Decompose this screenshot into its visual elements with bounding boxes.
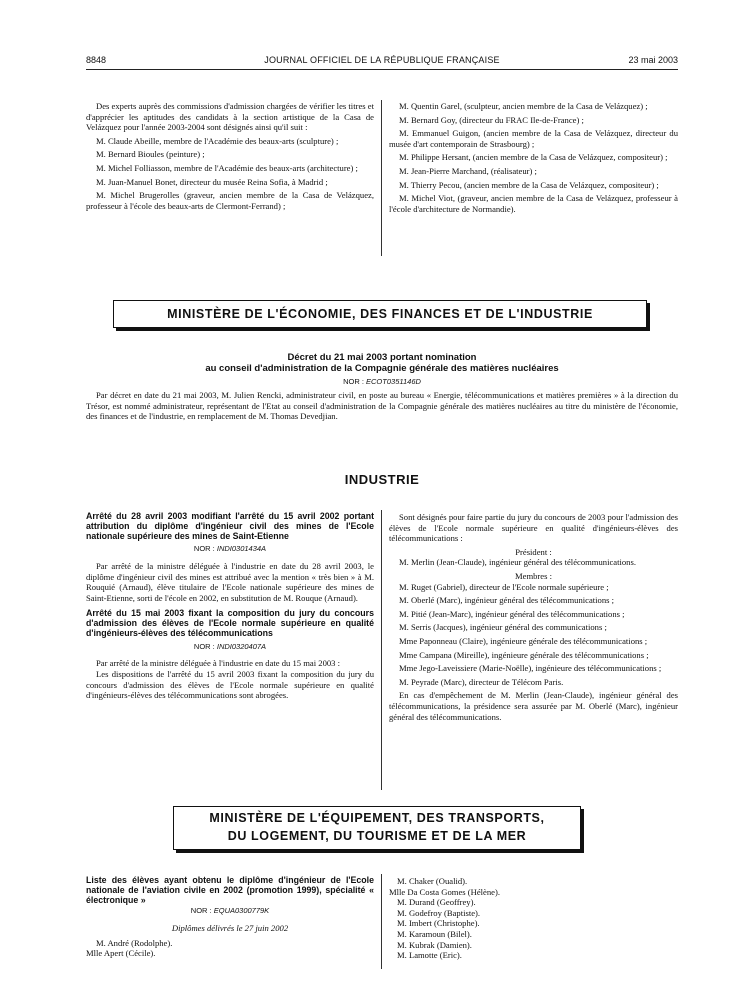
- list-item: M. Michel Brugerolles (graveur, ancien membre de la Casa de Velázquez, professeur à l'école des beaux-arts de Clermont-Ferrand) ;: [86, 190, 374, 211]
- industrie-right-column: [389, 512, 678, 722]
- arrete2-nor: [86, 642, 374, 653]
- list-item: M. Durand (Geoffrey).: [397, 897, 476, 908]
- list-item: M. Godefroy (Baptiste).: [397, 907, 481, 918]
- list-item: M. Pitié (Jean-Marc), ingénieur général des télécommunications ;: [399, 608, 625, 619]
- decree-title-line1: Décret du 21 mai 2003 portant nomination: [287, 352, 477, 363]
- members-label: Membres :: [515, 570, 552, 581]
- list-item: M. Juan-Manuel Bonet, directeur du musée Reina Sofia, à Madrid ;: [96, 176, 328, 187]
- experts-right-column: [389, 101, 678, 217]
- nor-label: NOR :: [193, 544, 215, 554]
- arrete1-nor: [86, 544, 374, 555]
- nor-label: NOR :: [190, 906, 212, 916]
- decree-body: Par décret en date du 21 mai 2003, M. Julien Rencki, administrateur civil, en poste au bureau « Energie, télécommunications et matières premières » à la direction du Trésor, est nommé administrateur, représentant de l'Etat au conseil d'administration de la Compagnie générale des matières nucléaires au titre du ministère de l'économie, des finances et de l'industrie, en remplacement de M. Thomas Devedjian.: [86, 390, 678, 422]
- section-heading-industrie: INDUSTRIE: [344, 472, 420, 487]
- header-rule: [86, 69, 678, 70]
- list-item: M. Jean-Pierre Marchand, (réalisateur) ;: [399, 165, 537, 176]
- list-item: M. Kubrak (Damien).: [397, 939, 472, 950]
- diplomas-date-line: Diplômes délivrés le 27 juin 2002: [171, 922, 289, 933]
- nor-label: NOR :: [343, 377, 364, 386]
- list-item: M. Peyrade (Marc), directeur de Télécom Paris.: [399, 676, 564, 687]
- list-item: M. Lamotte (Eric).: [397, 950, 462, 961]
- jury-president: M. Merlin (Jean-Claude), ingénieur général des télécommunications.: [399, 557, 636, 568]
- list-item: M. Philippe Hersant, (ancien membre de la Casa de Velázquez, compositeur) ;: [399, 152, 668, 163]
- decree-nor: [86, 377, 678, 386]
- ministry-equipment-title-line1: MINISTÈRE DE L'ÉQUIPEMENT, DES TRANSPORTS,: [209, 811, 545, 825]
- list-item: M. Serris (Jacques), ingénieur général des communications ;: [399, 622, 607, 633]
- list-item: M. Michel Viot, (graveur, ancien membre de la Casa de Velázquez, professeur à l'école d'architecture de Normandie).: [389, 193, 678, 214]
- list-item: Mlle Apert (Cécile).: [86, 948, 156, 959]
- experts-intro: Des experts auprès des commissions d'admission chargées de vérifier les titres et d'apprécier les aptitudes des candidats à la section artistique de la Casa de Velázquez pour l'année 2003-2004 sont désignés ainsi qu'il suit :: [86, 101, 374, 133]
- page-number: 8848: [86, 55, 107, 65]
- decree-body-column: [86, 390, 678, 422]
- list-item: M. Imbert (Christophe).: [397, 918, 480, 929]
- arrete2-title: Arrêté du 15 mai 2003 fixant la composition du jury du concours d'admission des élèves de l'Ecole normale supérieure en qualité d'ingénieurs-élèves des télécommunications: [86, 608, 374, 638]
- nor-code: INDI0301434A: [216, 544, 267, 554]
- list-item: M. Michel Folliasson, membre de l'Académie des beaux-arts (architecture) ;: [96, 162, 358, 173]
- nor-label: NOR :: [193, 641, 215, 651]
- decree-title-line2: au conseil d'administration de la Compagnie générale des matières nucléaires: [205, 363, 559, 374]
- list-item: M. André (Rodolphe).: [96, 937, 173, 948]
- list-item: Mlle Da Costa Gomes (Hélène).: [389, 886, 500, 897]
- list-item: Mme Campana (Mireille), ingénieure générale des télécommunications ;: [399, 649, 649, 660]
- aviation-right-column: [389, 876, 678, 961]
- nor-code: ECOT0351146D: [366, 377, 421, 386]
- list-item: M. Emmanuel Guigon, (ancien membre de la Casa de Velázquez, directeur du musée d'art contemporain de Strasbourg) ;: [389, 128, 678, 149]
- arrete2-body2: Les dispositions de l'arrêté du 15 avril 2003 fixant la composition du jury du concours d'admission des élèves de l'Ecole normale supérieure en qualité d'ingénieurs-élèves des télécommunications sont abrogées.: [86, 668, 374, 701]
- issue-date: 23 mai 2003: [628, 55, 678, 65]
- aviation-nor: [86, 906, 374, 917]
- ministry-equipment-title: [173, 806, 581, 850]
- list-item: M. Claude Abeille, membre de l'Académie des beaux-arts (sculpture) ;: [96, 135, 339, 146]
- column-divider: [381, 874, 382, 969]
- arrete2-body1: Par arrêté de la ministre déléguée à l'industrie en date du 15 mai 2003 :: [96, 658, 340, 669]
- ministry-economy-title: MINISTÈRE DE L'ÉCONOMIE, DES FINANCES ET DE L'INDUSTRIE: [113, 300, 647, 328]
- list-item: M. Quentin Garel, (sculpteur, ancien membre de la Casa de Velázquez) ;: [399, 101, 648, 111]
- journal-title: JOURNAL OFFICIEL DE LA RÉPUBLIQUE FRANÇAISE: [264, 55, 500, 65]
- list-item: M. Chaker (Oualid).: [397, 876, 468, 886]
- list-item: Mme Jego-Laveissiere (Marie-Noëlle), ingénieure des télécommunications ;: [399, 663, 662, 674]
- nor-code: EQUA0300779K: [213, 906, 270, 916]
- ministry-equipment-title-line2: DU LOGEMENT, DU TOURISME ET DE LA MER: [227, 829, 527, 843]
- jury-closing: En cas d'empêchement de M. Merlin (Jean-Claude), ingénieur général des télécommunications, la présidence sera assurée par M. Oberlé (Marc), ingénieur général des télécommunications.: [389, 690, 678, 722]
- arrete1-body: Par arrêté de la ministre déléguée à l'industrie en date du 28 avril 2003, le diplôme d'ingénieur civil des mines est attribué avec la mention « très bien » à M. Rouquié (Arnaud), élève titulaire de l'Ecole nationale supérieure des mines de Saint-Etienne, sorti de l'école en 2002, en substitution de M. Rouque (Arnaud).: [86, 560, 374, 603]
- page-header: [86, 55, 678, 69]
- list-item: Mme Paponneau (Claire), ingénieure générale des télécommunications ;: [399, 635, 648, 646]
- decree-title: [86, 352, 678, 374]
- list-item: M. Karamoun (Bilel).: [397, 928, 472, 939]
- list-item: M. Bernard Bioules (peinture) ;: [96, 149, 205, 160]
- jury-intro: Sont désignés pour faire partie du jury du concours de 2003 pour l'admission des élèves de l'Ecole normale supérieure en qualité d'ingénieurs-élèves des télécommunications :: [389, 512, 678, 544]
- nor-code: INDI0320407A: [216, 641, 267, 651]
- aviation-left-column: [86, 876, 374, 959]
- arrete1-title: Arrêté du 28 avril 2003 modifiant l'arrêté du 15 avril 2002 portant attribution du diplôme d'ingénieur civil des mines de l'Ecole nationale supérieure des mines de Saint-Etienne: [86, 511, 374, 541]
- aviation-list-title: Liste des élèves ayant obtenu le diplôme d'ingénieur de l'Ecole nationale de l'aviation civile en 2002 (promotion 1999), spécialité « électronique »: [86, 875, 374, 905]
- experts-left-column: [86, 101, 374, 214]
- list-item: M. Ruget (Gabriel), directeur de l'Ecole normale supérieure ;: [399, 581, 609, 592]
- list-item: M. Oberlé (Marc), ingénieur général des télécommunications ;: [399, 595, 615, 606]
- list-item: M. Thierry Pecou, (ancien membre de la Casa de Velázquez, compositeur) ;: [399, 179, 659, 190]
- column-divider: [381, 510, 382, 790]
- industrie-left-column: [86, 512, 374, 701]
- list-item: M. Bernard Goy, (directeur du FRAC Ile-de-France) ;: [399, 114, 584, 125]
- president-label: Président :: [515, 546, 552, 557]
- column-divider: [381, 100, 382, 256]
